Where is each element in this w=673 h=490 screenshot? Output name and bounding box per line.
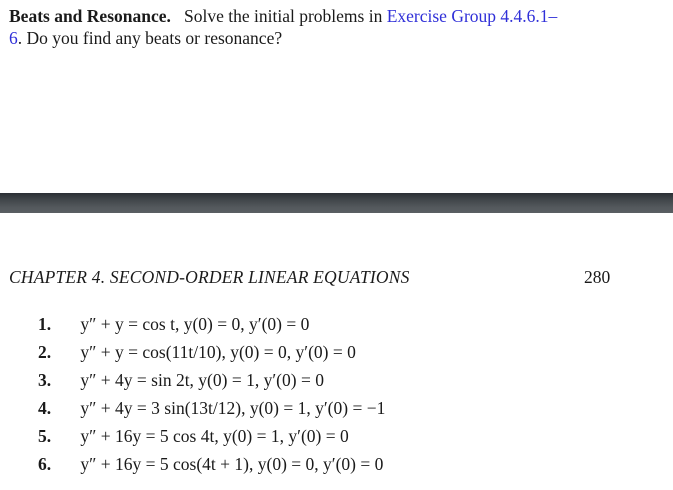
problem-equation: y″ + y = cos(11t/10), y(0) = 0, y′(0) = 0 bbox=[80, 342, 356, 362]
exercise-group-link[interactable]: Exercise Group 4.4.6.1– bbox=[386, 6, 558, 26]
problem-list bbox=[38, 312, 385, 480]
exercise-group-link-number[interactable]: 6 bbox=[9, 28, 18, 48]
problem-equation: y″ + 4y = sin 2t, y(0) = 1, y′(0) = 0 bbox=[80, 370, 324, 390]
intro-text: Solve the initial problems in bbox=[184, 6, 383, 26]
problem-item bbox=[38, 424, 385, 452]
chapter-heading: CHAPTER 4. SECOND-ORDER LINEAR EQUATIONS bbox=[9, 267, 410, 287]
intro-paragraph bbox=[9, 5, 649, 49]
problem-equation: y″ + 16y = 5 cos(4t + 1), y(0) = 0, y′(0) = 0 bbox=[80, 454, 384, 474]
problem-number: 2. bbox=[38, 342, 52, 362]
problem-equation: y″ + 16y = 5 cos 4t, y(0) = 1, y′(0) = 0 bbox=[80, 426, 349, 446]
problem-number: 3. bbox=[38, 370, 52, 390]
problem-equation: y″ + 4y = 3 sin(13t/12), y(0) = 1, y′(0) = −1 bbox=[80, 398, 386, 418]
problem-item bbox=[38, 312, 385, 340]
problem-number: 6. bbox=[38, 454, 52, 474]
problem-item bbox=[38, 340, 385, 368]
problem-number: 1. bbox=[38, 314, 52, 334]
page-divider bbox=[0, 193, 673, 213]
problem-item bbox=[38, 368, 385, 396]
intro-title: Beats and Resonance. bbox=[9, 6, 171, 26]
problem-number: 4. bbox=[38, 398, 52, 418]
problem-item bbox=[38, 452, 385, 480]
problem-equation: y″ + y = cos t, y(0) = 0, y′(0) = 0 bbox=[80, 314, 310, 334]
intro-question: . Do you find any beats or resonance? bbox=[17, 28, 283, 48]
page-number: 280 bbox=[584, 267, 611, 287]
problem-item bbox=[38, 396, 385, 424]
problem-number: 5. bbox=[38, 426, 52, 446]
